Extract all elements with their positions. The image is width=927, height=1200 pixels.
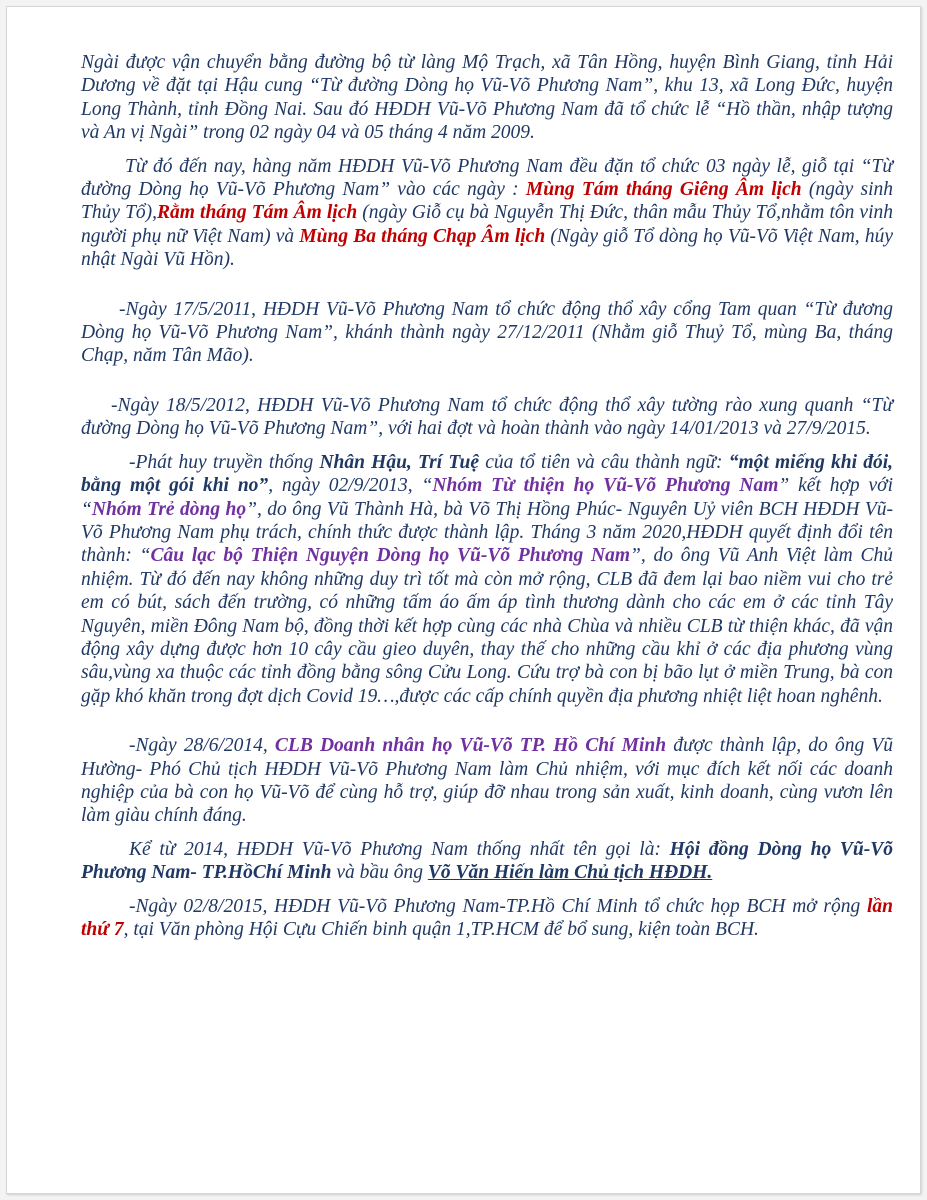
body-text: Ngài được vận chuyển bằng đường bộ từ làng Mộ Trạch, xã Tân Hồng, huyện Bình Giang, tỉnh Hải Dương về đặt tại Hậu cung “Từ đường Dòng họ Vũ-Võ Phương Nam”, khu 13, xã Long Đức, huyện Long Thành, tỉnh Đồng Nai. Sau đó HĐDH Vũ-Võ Phương Nam đã tổ chức lễ “Hồ thần, nhập tượng và An vị Ngài” trong 02 ngày 04 và 05 tháng 4 năm 2009. [81, 52, 893, 144]
emphasis-text: Hội đồng Dòng họ Vũ-Võ Phương Nam- TP.HồChí Minh [81, 838, 894, 884]
body-text: Kể từ 2014, HĐDH Vũ-Võ Phương Nam thống nhất tên gọi là: [129, 838, 670, 860]
body-text: ”, do ông Vũ Anh Việt làm Chủ nhiệm. Từ đó đến nay không những duy trì tốt mà còn mở rộng, CLB đã đem lại bao niềm vui cho trẻ em có bút, sách đến trường, có những tấm áo ấm áp tình thương dành cho các em ở các tỉnh Tây Nguyên, miền Đông Nam bộ, đồng thời kết hợp cùng các nhà Chùa và nhiều CLB từ thiện khác, đã vận động xây dựng được hơn 10 cây cầu gieo duyên, thay thế cho những cầu khỉ ở các địa phương vùng sâu,vùng xa thuộc các tỉnh đồng bằng sông Cửu Long. Cứu trợ bà con bị bão lụt ở miền Trung, bà con gặp khó khăn trong đợt dịch Covid 19…,được các cấp chính quyền địa phương nhiệt liệt hoan nghênh. [81, 545, 893, 707]
paragraph-annual-ceremonies [81, 155, 893, 272]
body-text: được thành lập, do ông Vũ Hường- Phó Chủ tịch HĐDH Vũ-Võ Phương Nam làm Chủ nhiệm, với mục đích kết nối các doanh nghiệp của bà con họ Vũ-Võ để cùng hỗ trợ, giúp đỡ nhau trong sản xuất, kinh doanh, cùng vươn lên làm giàu chính đáng. [81, 735, 893, 827]
document-page [6, 6, 921, 1194]
emphasis-text: Võ Văn Hiến làm Chủ tịch HĐDH. [427, 862, 713, 884]
emphasis-text: Nhân Hậu, Trí Tuệ [319, 451, 480, 473]
emphasis-text: CLB Doanh nhân họ Vũ-Võ TP. Hồ Chí Minh [274, 735, 667, 757]
paragraph-bch-meeting [81, 895, 893, 942]
body-text: (ngày sinh Thủy Tổ), [81, 179, 893, 224]
body-text: -Ngày 17/5/2011, HĐDH Vũ-Võ Phương Nam tổ chức động thổ xây cổng Tam quan “Từ đương Dòng họ Vũ-Võ Phương Nam”, khánh thành ngày 27/12/2011 (Nhằm giỗ Thuỷ Tổ, mùng Ba, tháng Chạp, năm Tân Mão). [81, 298, 893, 367]
body-text: Từ đó đến nay, hàng năm HĐDH Vũ-Võ Phương Nam đều đặn tổ chức 03 ngày lễ, giỗ tại “Từ đường Dòng họ Vũ-Võ Phương Nam” vào các ngày : [81, 155, 893, 201]
body-text: ” kết hợp với “ [81, 475, 893, 520]
emphasis-text: lần thứ 7 [81, 895, 893, 940]
body-text: ”, do ông Vũ Thành Hà, bà Võ Thị Hồng Phúc- Nguyên Uỷ viên BCH HĐDH Vũ-Võ Phương Nam phụ trách, chính thức được thành lập. Tháng 3 năm 2020,HĐDH quyết định đổi tên thành: “ [81, 498, 894, 567]
emphasis-text: Mùng Ba tháng Chạp Âm lịch [299, 225, 546, 247]
body-text: (ngày Giỗ cụ bà Nguyễn Thị Đức, thân mẫu Thủy Tổ,nhằm tôn vinh người phụ nữ Việt Nam) và [81, 202, 894, 247]
paragraph-hau-cung [81, 51, 893, 145]
body-text: -Ngày 18/5/2012, HĐDH Vũ-Võ Phương Nam tổ chức động thổ xây tường rào xung quanh “Từ đường Dòng họ Vũ-Võ Phương Nam”, với hai đợt và hoàn thành vào ngày 14/01/2013 và 27/9/2015. [81, 394, 893, 440]
body-text: -Ngày 28/6/2014, [129, 735, 275, 757]
body-text: của tổ tiên và câu thành ngữ: [479, 451, 729, 473]
body-text: và bầu ông [331, 862, 428, 884]
document-body [81, 51, 893, 941]
emphasis-text: Mùng Tám tháng Giêng Âm lịch [525, 179, 802, 201]
body-text: (Ngày giỗ Tổ dòng họ Vũ-Võ Việt Nam, húy nhật Ngài Vũ Hồn). [81, 225, 893, 271]
paragraph-charity-club [81, 451, 893, 708]
paragraph-council-name [81, 838, 893, 885]
paragraph-tam-quan-gate [81, 298, 893, 368]
body-text: -Phát huy truyền thống [129, 451, 320, 473]
emphasis-text: Nhóm Trẻ dòng họ [91, 498, 247, 520]
emphasis-text: Nhóm Từ thiện họ Vũ-Võ Phương Nam [432, 475, 779, 497]
emphasis-text: Rằm tháng Tám Âm lịch [157, 202, 358, 224]
paragraph-business-club [81, 734, 893, 828]
body-text: -Ngày 02/8/2015, HĐDH Vũ-Võ Phương Nam-TP.Hồ Chí Minh tổ chức họp BCH mở rộng [129, 895, 867, 917]
paragraph-fence-construction [81, 394, 893, 441]
body-text: , ngày 02/9/2013, “ [268, 475, 433, 497]
emphasis-text: Câu lạc bộ Thiện Nguyện Dòng họ Vũ-Võ Phương Nam [150, 545, 631, 567]
emphasis-text: “một miếng khi đói, bằng một gói khi no” [81, 451, 893, 497]
body-text: , tại Văn phòng Hội Cựu Chiến binh quận 1,TP.HCM để bổ sung, kiện toàn BCH. [123, 919, 759, 940]
